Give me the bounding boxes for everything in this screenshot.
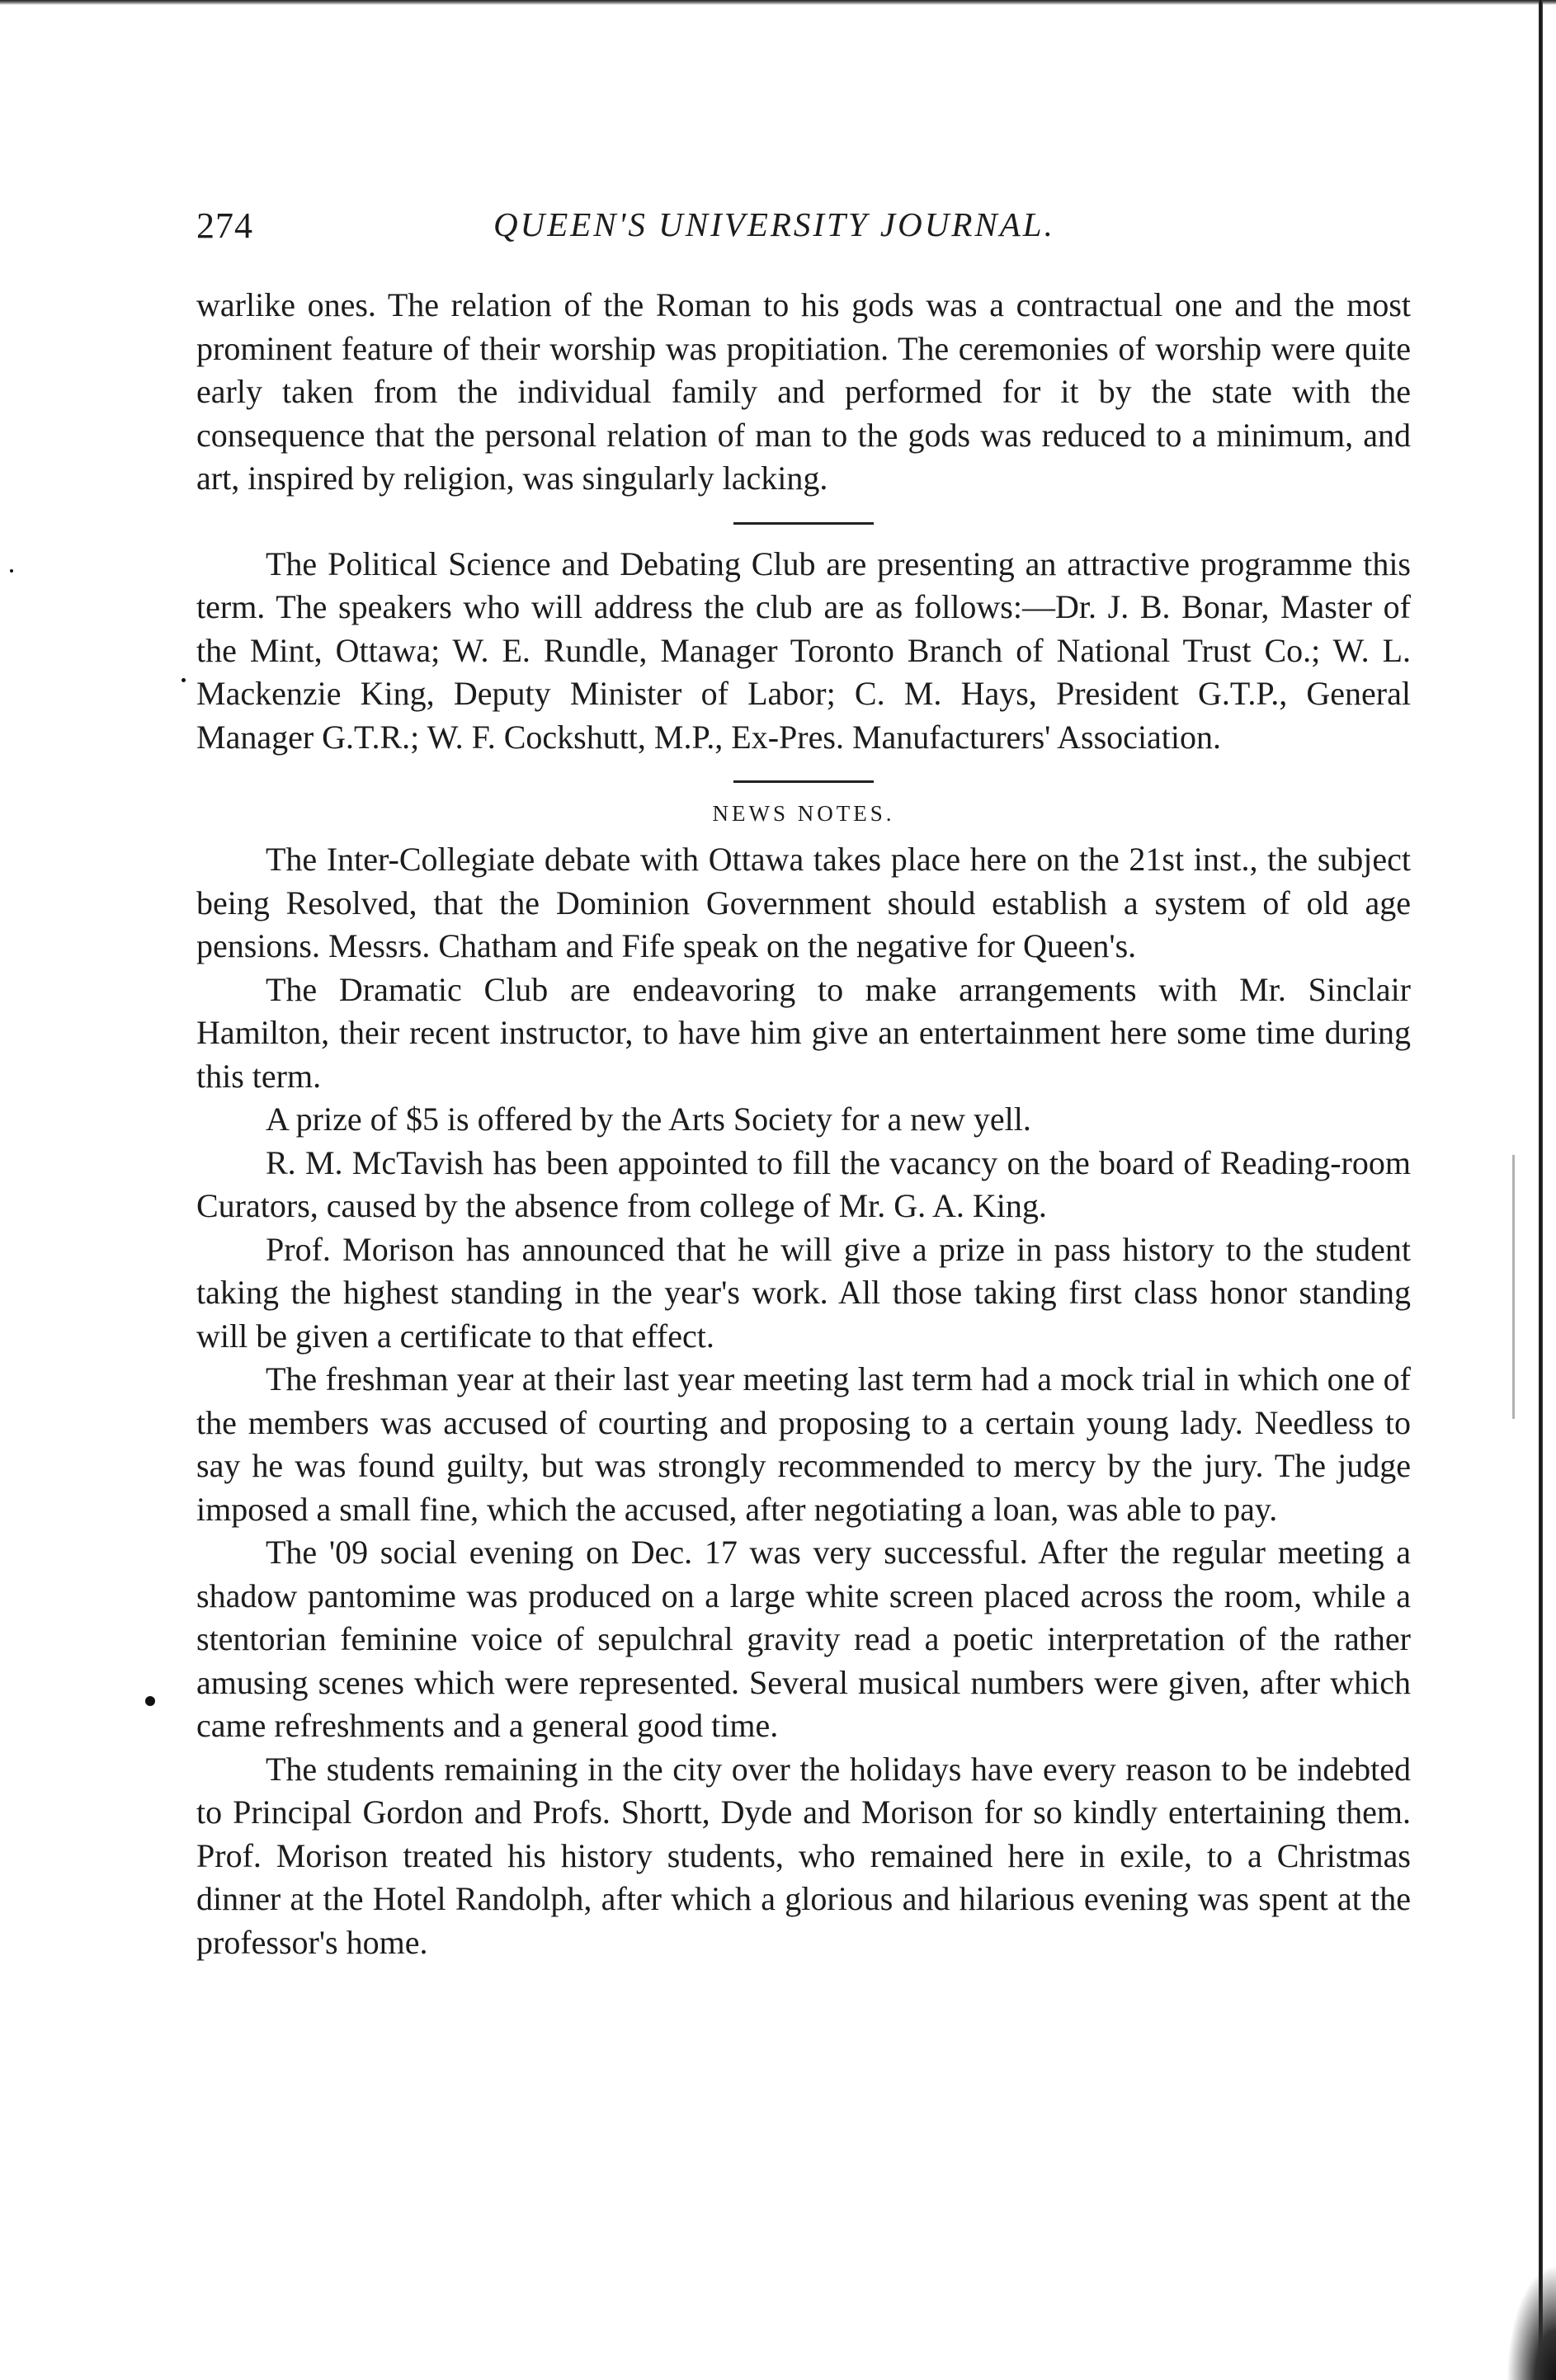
news-notes-heading: NEWS NOTES. [712,801,895,826]
ink-speck [10,569,13,573]
journal-title: QUEEN'S UNIVERSITY JOURNAL. [493,205,1055,243]
scan-edge-top [0,0,1556,5]
scan-corner-mark [1506,2265,1556,2380]
scan-edge-right-faint [1512,1155,1515,1419]
news-item-holidays: The students remaining in the city over the holidays have every reason to be indebted to Principal Gordon and Profs. Shortt, Dyde and Morison for so kindly entertaining them. Prof. Morison treated his history students, who remained here in exile, to a Christmas dinner at the Hotel Randolph, after which a glorious and hilarious evening was spent at the professor's home. [196,1750,1411,1961]
section-divider [733,780,874,783]
page-number: 274 [196,205,253,246]
news-item-curators: R. M. McTavish has been appointed to fill the vacancy on the board of Reading-room Curators, caused by the absence from college of Mr. G. A. King. [196,1143,1411,1224]
news-item-mock-trial: The freshman year at their last year meeting last term had a mock trial in which one of the members was accused of courting and proposing to a certain young lady. Needless to say he was found guilty, but was strongly recommended to mercy by the jury. The judge imposed a small fine, which the accused, after negotiating a loan, was able to pay. [196,1360,1411,1528]
news-item-debate: The Inter-Collegiate debate with Ottawa takes place here on the 21st inst., the subject being Resolved, that the Dominion Government should establish a system of old age pensions. Messrs. Chatham and Fife speak on the negative for Queen's. [196,841,1411,964]
page-header [196,205,1411,254]
news-item-prize-yell: A prize of $5 is offered by the Arts Society for a new yell. [266,1100,1031,1138]
news-item-history-prize: Prof. Morison has announced that he will give a prize in pass history to the student taking the highest standing in the year's work. All those taking first class honor standing will be given a certificate to that effect. [196,1230,1411,1355]
paragraph-political-science-club: The Political Science and Debating Club are presenting an attractive programme this term. The speakers who will address the club are as follows:—Dr. J. B. Bonar, Master of the Mint, Ottawa; W. E. Rundle, Manager Toronto Branch of National Trust Co.; W. L. Mackenzie King, Deputy Minister of Labor; C. M. Hays, President G.T.P., General Manager G.T.R.; W. F. Cockshutt, M.P., Ex-Pres. Manufacturers' Association. [196,544,1411,756]
ink-speck [182,678,186,682]
scan-edge-right [1539,0,1543,2380]
news-item-social-evening: The '09 social evening on Dec. 17 was very successful. After the regular meeting a shadow pantomime was produced on a large white screen placed across the room, while a stentorian feminine voice of sepulchral gravity read a poetic interpretation of the rather amusing scenes which were represented. Several musical numbers were given, after which came refreshments and a general good time. [196,1534,1411,1744]
section-divider [733,522,874,525]
ink-speck [145,1696,155,1706]
paragraph-roman-worship: warlike ones. The relation of the Roman to his gods was a contractual one and the most prominent feature of their worship was propitiation. The ceremonies of worship were quite early taken from the individual family and performed for it by the state with the consequence that the personal relation of man to the gods was reduced to a minimum, and art, inspired by religion, was singularly lacking. [196,286,1411,497]
news-item-dramatic-club: The Dramatic Club are endeavoring to make arrangements with Mr. Sinclair Hamilton, their recent instructor, to have him give an entertainment here some time during this term. [196,970,1411,1095]
journal-page [196,205,1411,1964]
